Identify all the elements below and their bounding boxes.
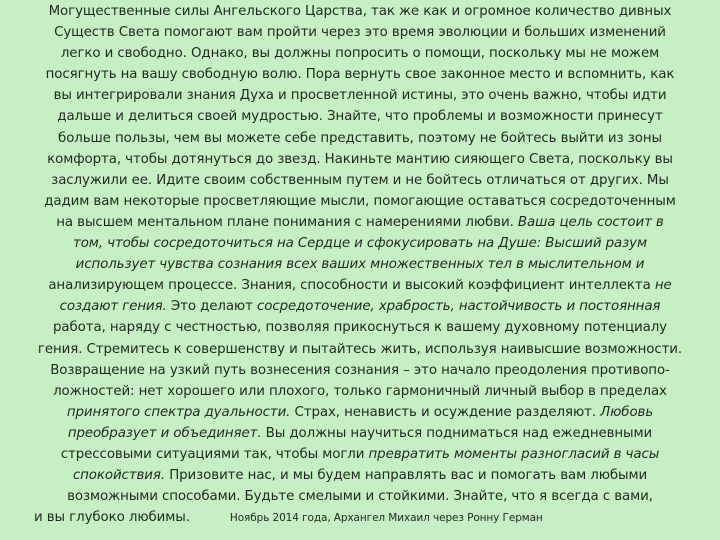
text-segment: Призовите нас, и мы будем направлять вас и помогать вам любыми bbox=[165, 468, 648, 484]
text-line bbox=[6, 191, 714, 212]
text-line bbox=[6, 1, 714, 22]
text-segment: Страх, ненависть и осуждение разделяют. bbox=[290, 404, 601, 420]
text-segment: возможными способами. Будьте смелыми и стойкими. Знайте, что я всегда с вами, bbox=[67, 489, 653, 505]
text-line bbox=[6, 423, 714, 444]
text-segment: дальше и делиться своей мудростью. Знайте, что проблемы и возможности принесут bbox=[57, 109, 663, 125]
line-inner bbox=[51, 170, 669, 191]
line-inner bbox=[57, 106, 662, 127]
line-inner bbox=[48, 275, 671, 296]
text-line bbox=[6, 339, 714, 360]
text-line bbox=[6, 381, 714, 402]
text-segment: гения. Стремитесь к совершенству и пытайтесь жить, используя наивысшие возможности. bbox=[37, 341, 683, 357]
line-inner bbox=[34, 507, 543, 529]
text-line bbox=[6, 106, 714, 127]
text-line bbox=[6, 128, 714, 149]
text-segment: на высшем ментальном плане понимания с намерениями любви. bbox=[56, 214, 518, 230]
text-line bbox=[6, 360, 714, 381]
text-line bbox=[6, 233, 714, 254]
emphasized-text: принятого спектра дуальности. bbox=[66, 404, 291, 420]
line-inner bbox=[56, 212, 663, 233]
text-line bbox=[6, 275, 714, 296]
signature: Ноябрь 2014 года, Архангел Михаил через Ронну Герман bbox=[229, 512, 543, 525]
text-segment: работа, наряду с честностью, позволяя прикоснуться к вашему духовному потенциалу bbox=[53, 320, 667, 336]
text-segment: легко и свободно. Однако, вы должны попросить о помощи, поскольку мы не можем bbox=[60, 46, 660, 62]
text-line bbox=[6, 64, 714, 85]
text-line bbox=[6, 444, 714, 465]
emphasized-text: преобразует и объединяет. bbox=[67, 425, 262, 441]
emphasized-text: Ваша цель состоит в bbox=[517, 214, 664, 230]
emphasized-text: не bbox=[654, 278, 672, 294]
closing-text: и вы глубоко любимы. bbox=[34, 510, 190, 526]
emphasized-text: спокойствия. bbox=[72, 468, 166, 484]
text-segment: Возвращение на узкий путь вознесения сознания – это начало преодоления противопо- bbox=[50, 362, 670, 378]
line-inner bbox=[73, 233, 647, 254]
text-segment: посягнуть на вашу свободную волю. Пора вернуть свое законное место и вспомнить, как bbox=[45, 67, 675, 83]
text-line bbox=[6, 317, 714, 338]
line-inner bbox=[60, 296, 661, 317]
line-inner bbox=[54, 85, 667, 106]
emphasized-text: превратить моменты разногласий в часы bbox=[368, 446, 660, 462]
text-line bbox=[6, 149, 714, 170]
line-inner bbox=[46, 64, 675, 85]
emphasized-text: Любовь bbox=[600, 404, 654, 420]
line-inner bbox=[58, 128, 662, 149]
line-inner bbox=[50, 360, 670, 381]
closing-line bbox=[6, 507, 714, 529]
line-inner bbox=[49, 1, 672, 22]
line-inner bbox=[67, 402, 653, 423]
line-inner bbox=[53, 381, 667, 402]
text-segment: дадим вам некоторые просветляющие мысли, помогающие оставаться сосредоточенным bbox=[44, 193, 676, 209]
line-inner bbox=[73, 465, 647, 486]
text-line bbox=[6, 212, 714, 233]
text-segment: Существ Света помогают вам пройти через это время эволюции и больших изменений bbox=[54, 25, 666, 41]
text-line bbox=[6, 85, 714, 106]
text-line bbox=[6, 22, 714, 43]
text-segment: анализирующем процессе. Знания, способности и высокий коэффициент интеллекта bbox=[48, 278, 655, 294]
text-segment: стрессовыми ситуациями так, чтобы могли bbox=[60, 446, 369, 462]
text-segment: заслужили ее. Идите своим собственным путем и не бойтесь отличаться от других. Мы bbox=[51, 172, 669, 188]
emphasized-text: том, чтобы сосредоточиться на Сердце и сфокусировать на Душе: Высший разум bbox=[73, 236, 647, 252]
text-line bbox=[6, 170, 714, 191]
text-segment: Вы должны научиться подниматься над ежедневными bbox=[261, 425, 653, 441]
line-inner bbox=[47, 149, 673, 170]
text-segment: комфорта, чтобы дотянуться до звезд. Накиньте мантию сияющего Света, поскольку вы bbox=[47, 151, 673, 167]
emphasized-text: создают гения. bbox=[59, 299, 167, 315]
text-line bbox=[6, 465, 714, 486]
line-inner bbox=[76, 254, 645, 275]
line-inner bbox=[54, 22, 666, 43]
emphasized-text: сосредоточение, храбрость, настойчивость и постоянная bbox=[256, 299, 661, 315]
line-inner bbox=[68, 423, 652, 444]
text-segment: ложностей: нет хорошего или плохого, только гармоничный личный выбор в пределах bbox=[53, 383, 667, 399]
text-segment: больше пользы, чем вы можете себе представить, поэтому не бойтесь выйти из зоны bbox=[58, 130, 662, 146]
message-text bbox=[6, 1, 714, 529]
text-segment: Могущественные силы Ангельского Царства, так же как и огромное количество дивных bbox=[48, 4, 672, 19]
line-inner bbox=[44, 191, 676, 212]
text-segment: Это делают bbox=[166, 299, 257, 315]
text-line bbox=[6, 254, 714, 275]
text-segment: вы интегрировали знания Духа и просветленной истины, это очень важно, чтобы идти bbox=[53, 88, 667, 104]
text-line bbox=[6, 296, 714, 317]
line-inner bbox=[38, 339, 682, 360]
line-inner bbox=[67, 486, 653, 507]
text-line bbox=[6, 43, 714, 64]
line-inner bbox=[61, 43, 659, 64]
line-inner bbox=[61, 444, 659, 465]
emphasized-text: использует чувства сознания всех ваших множественных тел в мыслительном и bbox=[75, 257, 645, 273]
text-line bbox=[6, 402, 714, 423]
line-inner bbox=[53, 317, 667, 338]
text-line bbox=[6, 486, 714, 507]
